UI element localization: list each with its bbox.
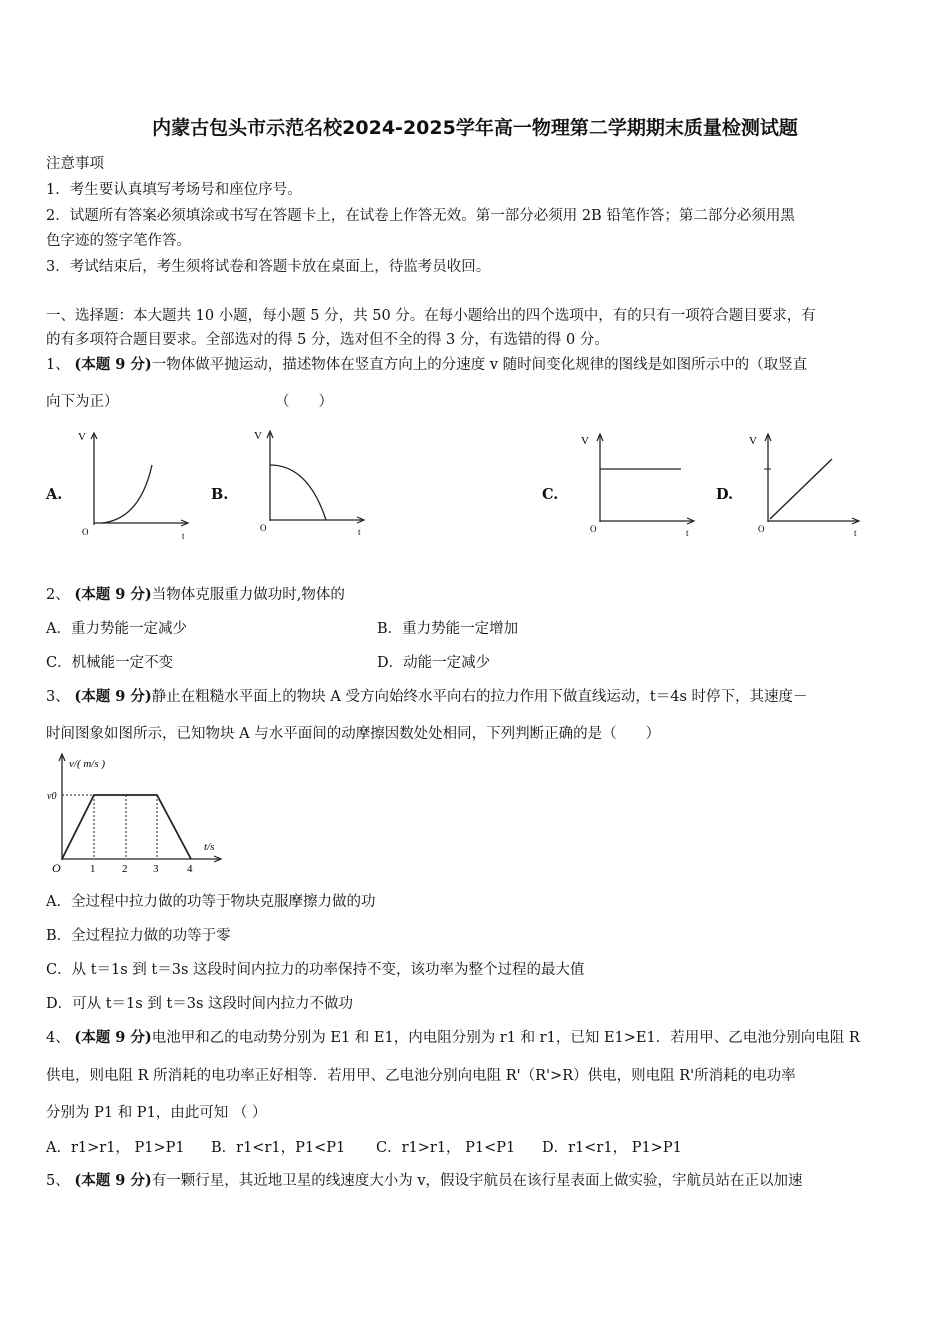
q1-graph-c-origin: O — [590, 524, 597, 534]
q2-num: 2、 — [46, 587, 70, 603]
q1-graph-d-line — [770, 459, 832, 519]
notice-item-2-cont: 色字迹的签字笔作答。 — [46, 233, 191, 249]
q1-graph-c-t-label: t — [686, 528, 689, 538]
q3-graph-ylabel: v/( m/s ) — [69, 758, 106, 770]
q1-graph-b-t-label: t — [358, 527, 361, 537]
q4-num: 4、 — [46, 1030, 70, 1046]
q4-line3: 分别为 P1 和 P1，由此可知 （ ） — [46, 1105, 267, 1121]
q4-option-c: C．r1>r1， P1<P1 — [376, 1140, 516, 1156]
q1-graph-d — [746, 428, 871, 546]
q5-line1 — [46, 1169, 803, 1190]
q4-text: 电池甲和乙的电动势分别为 E1 和 E1，内电阻分别为 r1 和 r1，已知 E1>E1．若用甲、乙电池分别向电阻 R — [151, 1030, 860, 1046]
q3-graph-tick-3: 3 — [153, 863, 159, 875]
q1-option-b: B. — [211, 486, 229, 503]
q1-graph-d-t-label: t — [854, 528, 857, 538]
q4-tag: (本题 9 分) — [74, 1029, 152, 1046]
q3-line1 — [46, 685, 808, 706]
q3-num: 3、 — [46, 689, 70, 705]
q1-option-c: C. — [542, 486, 559, 503]
q1-option-d: D. — [716, 486, 734, 503]
q1-graph-c — [578, 428, 703, 546]
notice-heading: 注意事项 — [46, 156, 104, 172]
q3-option-b: B．全过程拉力做的功等于零 — [46, 928, 231, 944]
q3-graph-origin: O — [52, 861, 61, 875]
q3-graph-tick-1: 1 — [90, 863, 96, 875]
q5-text: 有一颗行星，其近地卫星的线速度大小为 v，假设宇航员在该行星表面上做实验，宇航员站在正以加速 — [151, 1173, 803, 1189]
section1-intro-2: 的有多项符合题目要求。全部选对的得 5 分，选对但不全的得 3 分，有选错的得 0 分。 — [46, 332, 609, 348]
q1-graph-c-v-label: V — [581, 435, 589, 447]
q3-graph-v0: v0 — [47, 791, 57, 802]
q1-graph-d-v-label: V — [749, 435, 757, 447]
q1-graph-a-origin: O — [82, 527, 89, 537]
q1-text: 一物体做平抛运动，描述物体在竖直方向上的分速度 v 随时间变化规律的图线是如图所示中的（取竖直 — [151, 357, 808, 373]
q2-tag: (本题 9 分) — [74, 586, 152, 603]
q1-line1 — [46, 353, 807, 374]
q3-vt-graph — [44, 752, 234, 877]
notice-item-1: 1．考生要认真填写考场号和座位序号。 — [46, 182, 302, 198]
q3-option-a: A．全过程中拉力做的功等于物块克服摩擦力做的功 — [46, 894, 376, 910]
q4-option-d: D．r1<r1， P1>P1 — [542, 1140, 682, 1156]
q4-line2: 供电，则电阻 R 所消耗的电功率正好相等．若用甲、乙电池分别向电阻 R'（R'>R）供电，则电阻 R'所消耗的电功率 — [46, 1068, 796, 1084]
q1-tag: (本题 9 分) — [74, 356, 152, 373]
q1-graph-a-v-label: V — [78, 431, 86, 443]
q1-line2: 向下为正） — [46, 394, 119, 410]
q1-graph-d-origin: O — [758, 524, 765, 534]
q2-text: 当物体克服重力做功时,物体的 — [151, 587, 345, 603]
q2-option-b: B．重力势能一定增加 — [377, 621, 519, 637]
q3-graph-tick-4: 4 — [187, 863, 193, 875]
q1-graph-b — [248, 425, 373, 543]
q1-graph-a — [72, 425, 197, 543]
q3-option-c: C．从 t＝1s 到 t＝3s 这段时间内拉力的功率保持不变，该功率为整个过程的最大值 — [46, 962, 585, 978]
q3-option-d: D．可从 t＝1s 到 t＝3s 这段时间内拉力不做功 — [46, 996, 354, 1012]
q1-graph-a-curve — [102, 465, 152, 523]
q1-graph-b-curve — [270, 465, 326, 520]
q2-option-d: D．动能一定减少 — [377, 655, 491, 671]
q3-graph-tick-2: 2 — [122, 863, 128, 875]
q4-line1 — [46, 1026, 860, 1047]
notice-item-2: 2．试题所有答案必须填涂或书写在答题卡上，在试卷上作答无效。第一部分必须用 2B 铅笔作答；第二部分必须用黑 — [46, 208, 795, 224]
q1-graph-a-t-label: t — [182, 531, 185, 541]
q1-num: 1、 — [46, 357, 70, 373]
q3-text: 静止在粗糙水平面上的物块 A 受方向始终水平向右的拉力作用下做直线运动，t＝4s 时停下，其速度－ — [151, 689, 808, 705]
q3-graph-xlabel: t/s — [204, 841, 215, 853]
q3-line2: 时间图象如图所示，已知物块 A 与水平面间的动摩擦因数处处相同，下列判断正确的是（ ） — [46, 726, 661, 742]
q1-graph-b-origin: O — [260, 523, 267, 533]
q2-option-c: C．机械能一定不变 — [46, 655, 174, 671]
q1-option-a: A. — [46, 486, 63, 503]
q2-option-a: A．重力势能一定减少 — [46, 621, 187, 637]
q1-graph-b-v-label: V — [254, 430, 262, 442]
q2-stem — [46, 583, 345, 604]
q4-option-b: B．r1<r1，P1<P1 — [211, 1140, 346, 1156]
q1-paren: （ ） — [275, 394, 333, 410]
page-title: 内蒙古包头市示范名校2024-2025学年高一物理第二学期期末质量检测试题 — [152, 117, 798, 139]
notice-item-3: 3．考试结束后，考生须将试卷和答题卡放在桌面上，待监考员收回。 — [46, 259, 491, 275]
q4-option-a: A．r1>r1， P1>P1 — [46, 1140, 185, 1156]
section1-intro-1: 一、选择题：本大题共 10 小题，每小题 5 分，共 50 分。在每小题给出的四个选项中，有的只有一项符合题目要求，有 — [46, 308, 816, 324]
q3-tag: (本题 9 分) — [74, 688, 152, 705]
q5-tag: (本题 9 分) — [74, 1172, 152, 1189]
q5-num: 5、 — [46, 1173, 70, 1189]
